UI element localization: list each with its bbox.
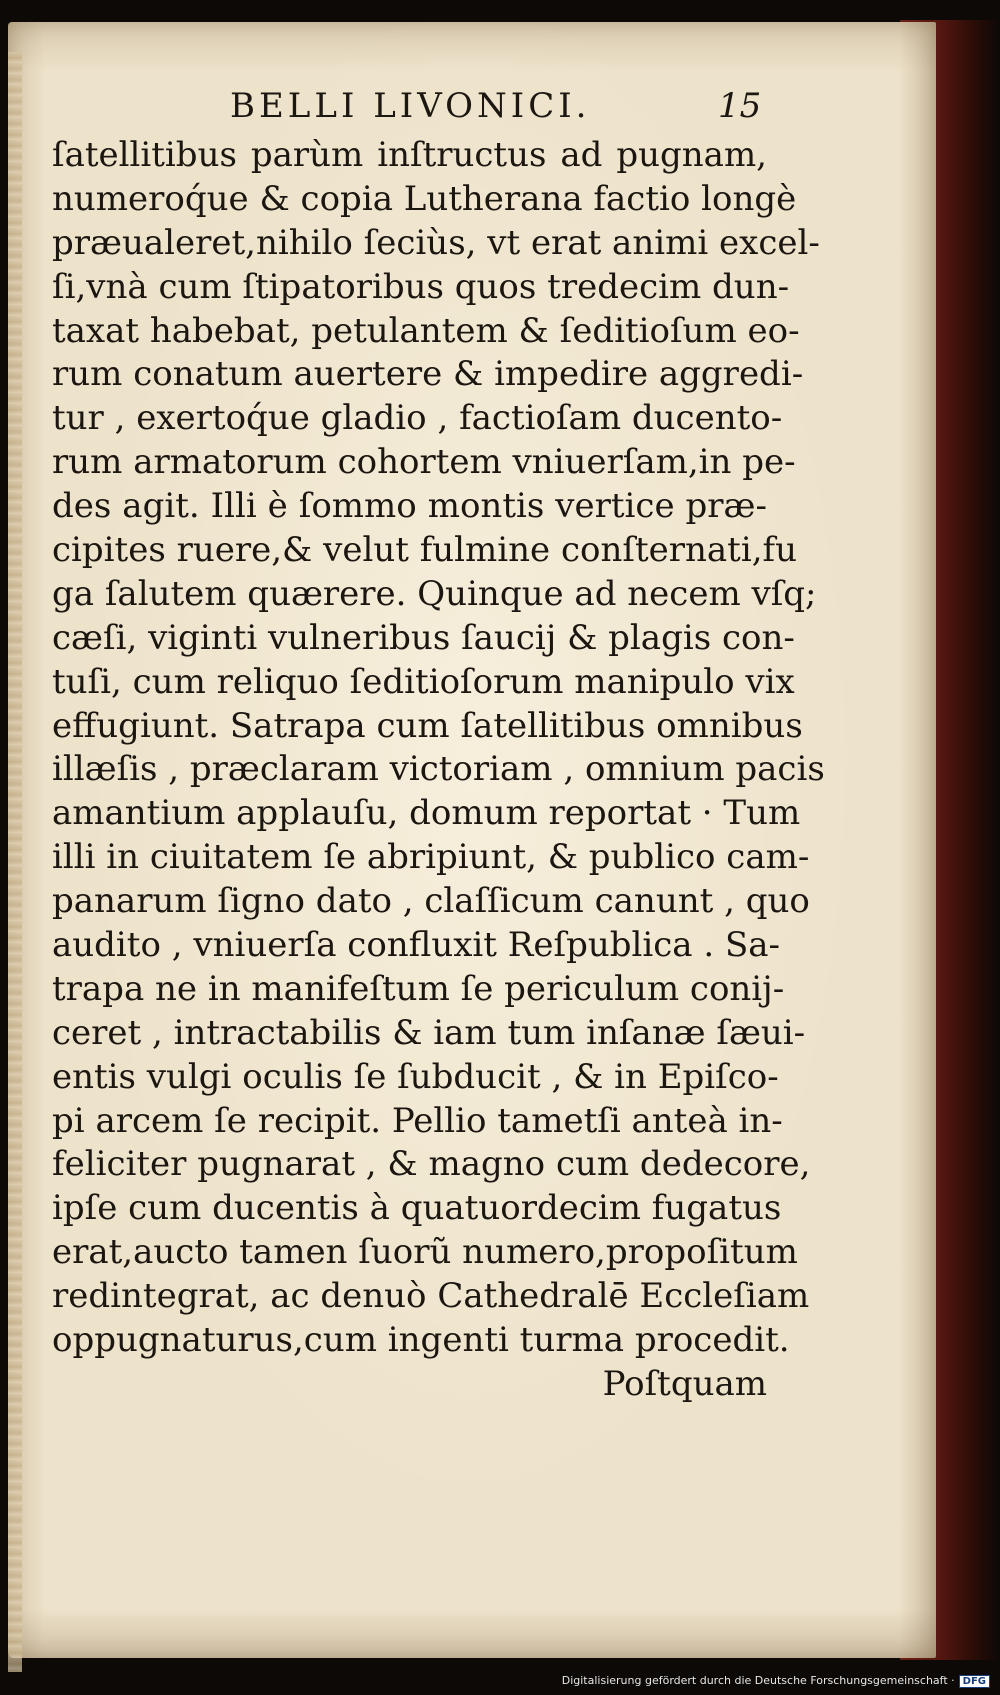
- body-text: [52, 134, 825, 1407]
- text-line: tuſi, cum reliquo ſeditioſorum manipulo vix: [52, 661, 795, 702]
- text-line: illi in ciuitatem ſe abripiunt, & publico cam-: [52, 837, 810, 878]
- text-line: amantium applauſu, domum reportat · Tum: [52, 793, 801, 834]
- text-line: præualeret,nihilo ſeciùs, vt erat animi excel-: [52, 222, 820, 263]
- text-line: tur , exertoq́ue gladio , factioſam ducento-: [52, 398, 783, 439]
- text-line: ceret , intractabilis & iam tum inſanæ ſæui-: [52, 1012, 806, 1053]
- text-line: oppugnaturus,cum ingenti turma procedit.: [52, 1320, 790, 1361]
- running-head: [0, 86, 1000, 126]
- text-line: trapa ne in manifeſtum ſe periculum conij-: [52, 968, 785, 1009]
- text-line: pi arcem ſe recipit. Pellio tametſi anteà in-: [52, 1100, 783, 1141]
- text-line: erat,aucto tamen ſuorũ numero,propoſitum: [52, 1232, 798, 1273]
- text-line: ſi,vnà cum ſtipatoribus quos tredecim dun-: [52, 266, 790, 307]
- text-line: illæſis , præclaram victoriam , omnium pacis: [52, 749, 825, 790]
- text-line: taxat habebat, petulantem & ſeditioſum eo-: [52, 310, 800, 351]
- text-line: rum armatorum cohortem vniuerſam,in pe-: [52, 442, 796, 483]
- text-line: ipſe cum ducentis à quatuordecim fugatus: [52, 1188, 782, 1229]
- catchword: Poſtquam: [602, 1363, 767, 1404]
- text-line: cipites ruere,& velut fulmine conſternati,fu: [52, 530, 798, 571]
- digitization-credit: [562, 1674, 990, 1688]
- text-line: effugiunt. Satrapa cum ſatellitibus omnibus: [52, 705, 803, 746]
- credit-text: Digitalisierung gefördert durch die Deutsche Forschungsgemeinschaft ·: [561, 1674, 955, 1687]
- text-line: rum conatum auertere & impedire aggredi-: [52, 354, 804, 395]
- text-line: numeroq́ue & copia Lutherana factio longè: [52, 178, 797, 219]
- page-number: 15: [718, 86, 762, 126]
- page-edge-stack: [8, 52, 22, 1672]
- text-line: redintegrat, ac denuò Cathedralē Eccleſiam: [52, 1276, 810, 1317]
- text-line: cæſi, viginti vulneribus ſaucij & plagis con-: [52, 617, 795, 658]
- dfg-logo: DFG: [959, 1675, 990, 1688]
- text-line: audito , vniuerſa confluxit Reſpublica . Sa-: [52, 925, 781, 966]
- text-line: des agit. Illi è ſommo montis vertice præ-: [52, 486, 767, 527]
- text-line: panarum ſigno dato , claſſicum canunt , quo: [52, 881, 810, 922]
- text-line: ga ſalutem quærere. Quinque ad necem vſq;: [52, 573, 817, 614]
- running-head-title: BELLI LIVONICI.: [230, 86, 591, 126]
- text-line: ſatellitibus parùm inſtructus ad pugnam,: [52, 135, 767, 175]
- text-line: entis vulgi oculis ſe ſubducit , & in Epiſco-: [52, 1056, 779, 1097]
- text-line: feliciter pugnarat , & magno cum dedecore,: [52, 1144, 811, 1185]
